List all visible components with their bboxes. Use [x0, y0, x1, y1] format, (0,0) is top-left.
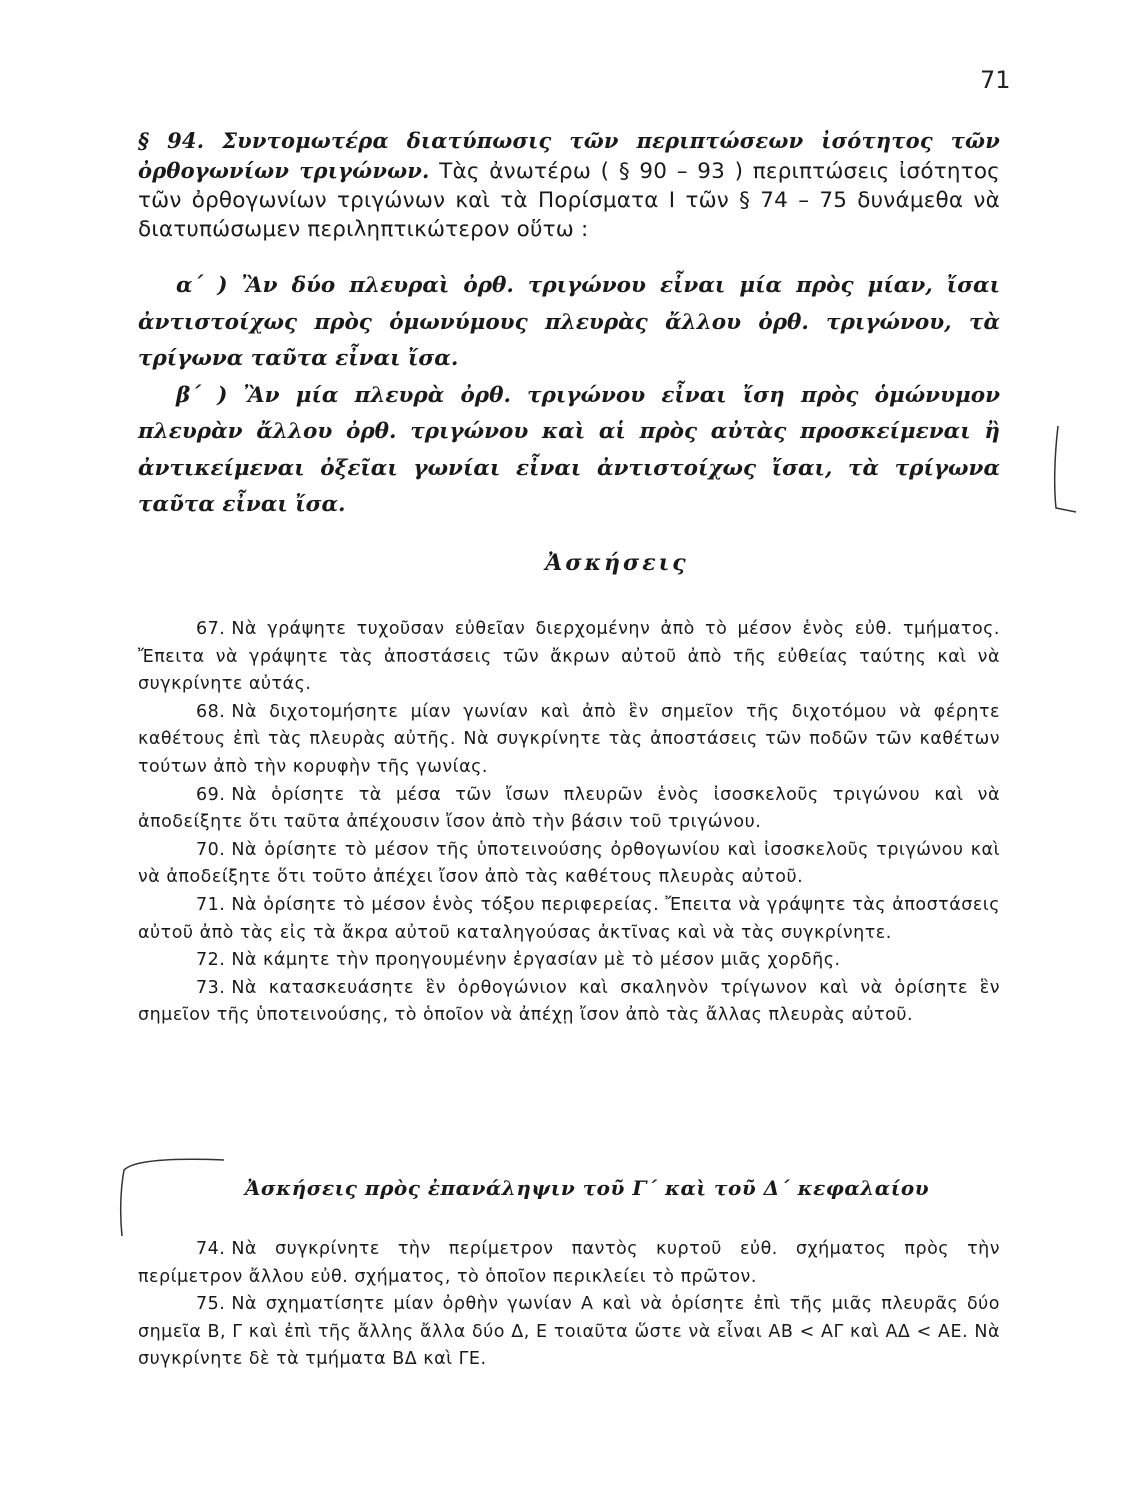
- exercise-text: Νὰ κατασκευάσητε ἓν ὀρθογώνιον καὶ σκαληνὸν τρίγωνον καὶ νὰ ὁρίσητε ἓν σημεῖον τῆς ὑποτεινούσης, τὸ ὁποῖον νὰ ἀπέχῃ ἴσον ἀπὸ τὰς ἄλλας πλευρὰς αὐτοῦ.: [138, 977, 1000, 1026]
- section-94: [138, 126, 1000, 244]
- section-text: Τὰς ἀνωτέρω ( § 90 – 93 ) περιπτώσεις ἰσότητος τῶν ὀρθογωνίων τριγώνων καὶ τὰ Πορίσματα Ι τῶν § 74 – 75 δυνάμεθα νὰ διατυπώσωμεν περιληπτικώτερον οὕτω :: [138, 159, 1000, 242]
- exercise-item: [138, 947, 1000, 975]
- exercise-item: [138, 1291, 1000, 1374]
- exercise-number: 73.: [196, 977, 226, 998]
- exercises-heading: Ἀσκήσεις: [545, 550, 689, 576]
- cases-block: [138, 268, 1000, 524]
- page-number: 71: [980, 66, 1011, 94]
- exercise-number: 70.: [196, 839, 226, 860]
- exercise-number: 67.: [196, 619, 226, 639]
- exercise-text: Νὰ σχηματίσητε μίαν ὀρθὴν γωνίαν Α καὶ νὰ ὁρίσητε ἐπὶ τῆς μιᾶς πλευρᾶς δύο σημεῖα Β, Γ καὶ ἐπὶ τῆς ἄλλης ἄλλα δύο Δ, Ε τοιαῦτα ὥστε νὰ εἶναι ΑΒ < ΑΓ καὶ ΑΔ < ΑΕ. Νὰ συγκρίνητε δὲ τὰ τμήματα ΒΔ καὶ ΓΕ.: [138, 1294, 1000, 1370]
- exercise-number: 69.: [196, 784, 226, 805]
- exercise-text: Νὰ γράψητε τυχοῦσαν εὐθεῖαν διερχομένην ἀπὸ τὸ μέσον ἑνὸς εὐθ. τμήματος. Ἔπειτα νὰ γράψητε τὰς ἀποστάσεις τῶν ἄκρων αὐτοῦ ἀπὸ τῆς εὐθείας ταύτης καὶ νὰ συγκρίνητε αὐτάς.: [138, 619, 1000, 695]
- exercise-text: Νὰ ὁρίσητε τὰ μέσα τῶν ἴσων πλευρῶν ἑνὸς ἰσοσκελοῦς τριγώνου καὶ νὰ ἀποδείξητε ὅτι ταῦτα ἀπέχουσιν ἴσον ἀπὸ τὴν βάσιν τοῦ τριγώνου.: [138, 784, 1000, 833]
- margin-bracket-mark: [1030, 420, 1080, 520]
- exercise-item: [138, 1236, 1000, 1291]
- review-exercises-list: [138, 1236, 1000, 1374]
- exercise-item: [138, 616, 1000, 699]
- exercise-text: Νὰ κάμητε τὴν προηγουμένην ἐργασίαν μὲ τὸ μέσον μιᾶς χορδῆς.: [231, 950, 841, 971]
- exercise-item: [138, 837, 1000, 892]
- exercise-item: [138, 975, 1000, 1030]
- exercise-item: [138, 892, 1000, 947]
- exercise-number: 71.: [196, 894, 226, 915]
- exercise-number: 72.: [196, 950, 226, 971]
- exercise-item: [138, 699, 1000, 782]
- exercise-number: 74.: [196, 1239, 226, 1259]
- case-b: β΄ ) Ἂν μία πλευρὰ ὀρθ. τριγώνου εἶναι ἴση πρὸς ὁμώνυμον πλευρὰν ἄλλου ὀρθ. τριγώνου καὶ αἱ πρὸς αὐτὰς προσκείμεναι ἢ ἀντικείμεναι ὀξεῖαι γωνίαι εἶναι ἀντιστοίχως ἴσαι, τὰ τρίγωνα ταῦτα εἶναι ἴσα.: [138, 382, 1000, 517]
- review-heading: Ἀσκήσεις πρὸς ἐπανάληψιν τοῦ Γ΄ καὶ τοῦ Δ΄ κεφαλαίου: [244, 1176, 930, 1200]
- exercise-text: Νὰ συγκρίνητε τὴν περίμετρον παντὸς κυρτοῦ εὐθ. σχήματος πρὸς τὴν περίμετρον ἄλλου εὐθ. σχήματος, τὸ ὁποῖον περικλείει τὸ πρῶτον.: [138, 1239, 1000, 1287]
- case-a: α΄ ) Ἂν δύο πλευραὶ ὀρθ. τριγώνου εἶναι μία πρὸς μίαν, ἴσαι ἀντιστοίχως πρὸς ὁμωνύμους πλευρὰς ἄλλου ὀρθ. τριγώνου, τὰ τρίγωνα ταῦτα εἶναι ἴσα.: [138, 273, 1000, 371]
- exercise-text: Νὰ ὁρίσητε τὸ μέσον ἑνὸς τόξου περιφερείας. Ἔπειτα νὰ γράψητε τὰς ἀποστάσεις αὐτοῦ ἀπὸ τὰς εἰς τὰ ἄκρα αὐτοῦ καταληγούσας ἀκτῖνας καὶ νὰ τὰς συγκρίνητε.: [138, 894, 1000, 943]
- exercises-list: [138, 616, 1000, 1030]
- exercise-text: Νὰ διχοτομήσητε μίαν γωνίαν καὶ ἀπὸ ἓν σημεῖον τῆς διχοτόμου νὰ φέρητε καθέτους ἐπὶ τὰς πλευρὰς αὐτῆς. Νὰ συγκρίνητε τὰς ἀποστάσεις τῶν ποδῶν τῶν καθέτων τούτων ἀπὸ τὴν κορυφὴν τῆς γωνίας.: [138, 701, 1000, 777]
- exercise-text: Νὰ ὁρίσητε τὸ μέσον τῆς ὑποτεινούσης ὀρθογωνίου καὶ ἰσοσκελοῦς τριγώνου καὶ νὰ ἀποδείξητε ὅτι τοῦτο ἀπέχει ἴσον ἀπὸ τὰς καθέτους πλευρὰς αὐτοῦ.: [138, 839, 1000, 888]
- section-paragraph: [138, 126, 1000, 244]
- exercise-number: 68.: [196, 701, 226, 722]
- exercise-number: 75.: [196, 1294, 226, 1315]
- section-title: § 94. Συντομωτέρα διατύπωσις τῶν περιπτώσεων ἰσότητος τῶν ὀρθογωνίων τριγώνων.: [138, 128, 1000, 183]
- exercise-item: [138, 782, 1000, 837]
